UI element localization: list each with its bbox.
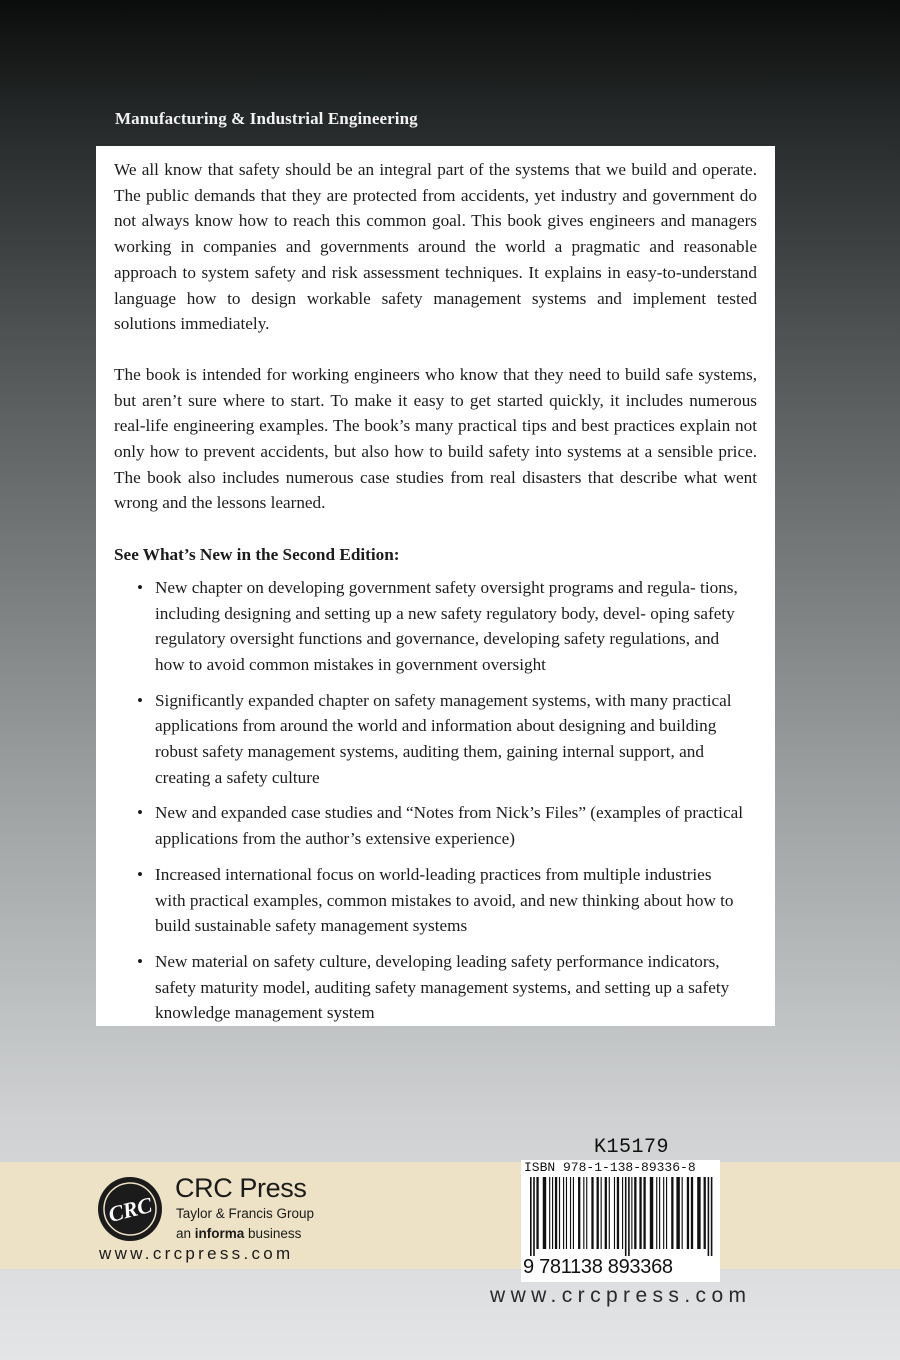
bullet-icon: • [137,803,144,823]
barcode-bar [634,1177,636,1249]
barcode-bar [659,1177,660,1249]
isbn-text: ISBN 978-1-138-89336-8 [524,1160,696,1175]
barcode-bar [650,1177,653,1249]
publisher-group: Taylor & Francis Group [176,1206,315,1221]
barcode-bar [591,1177,593,1249]
bullet-icon: • [137,690,144,710]
feature-item [114,800,757,851]
barcode-bar [555,1177,557,1249]
barcode-bar [605,1177,607,1249]
barcode-bar [583,1177,584,1249]
bullet-icon: • [137,864,144,884]
barcode-bar [614,1177,615,1249]
barcode-bar [628,1177,630,1256]
barcode-bar [676,1177,679,1249]
description-panel [96,146,775,1026]
barcode-bar [625,1177,627,1256]
barcode-bar [708,1177,710,1256]
crc-logo-icon [96,1175,164,1243]
barcode-bar [666,1177,667,1249]
barcode-bar [601,1177,602,1249]
whats-new-heading: See What’s New in the Second Edition: [114,545,400,565]
barcode-bar [691,1177,693,1249]
barcode-bar [671,1177,673,1249]
barcode-bar [656,1177,657,1249]
barcode-digits: 9 781138 893368 [523,1256,673,1278]
publisher-name: CRC Press [175,1173,307,1203]
description-paragraph-1: We all know that safety should be an integral part of the systems that we build and operate. The public demands that they are protected from accidents, yet industry and government do not always know how to reach this common goal. This book gives engineers and managers working in companies and governments around the world a pragmatic and reasonable approach to system safety and risk assessment techniques. It explains in easy-to-understand language how to design workable safety management systems and implement tested solutions immediately. [114,160,757,334]
barcode-bar [631,1177,632,1249]
feature-text: New and expanded case studies and “Notes from Nick’s Files” (examples of practical applications from the author’s extensive experience) [155,803,743,849]
description-paragraph-2: The book is intended for working engineers who know that they need to build safe systems, but aren’t sure where to start. To make it easy to get started quickly, it includes numerous real-life engineering examples. The book’s many practical tips and best practices explain not only how to prevent accidents, but also how to build safety into systems at a sensible price. The book also includes numerous case studies from real disasters that describe what went wrong and the lessons learned. [114,364,757,513]
barcode-bar [578,1177,580,1249]
barcode-block [521,1160,720,1282]
subject-category: Manufacturing & Industrial Engineering [115,109,418,128]
barcode-bar [704,1177,706,1249]
feature-text: New material on safety culture, developing leading safety performance indicators, safety maturity model, auditing safety management systems, and setting up a safety knowledge management system [155,951,730,1023]
barcode-bar [566,1177,567,1249]
feature-text: Significantly expanded chapter on safety management systems, with many practical applications from around the world and information about designing and building robust safety management systems, auditing them, gaining internal support, and creating a safety culture [155,690,732,787]
barcode-bar [687,1177,689,1249]
barcode-bar [533,1177,535,1256]
barcode-bar [530,1177,532,1256]
barcode-bars [526,1177,716,1256]
footer-website[interactable]: www.crcpress.com [490,1284,752,1307]
barcode-bar [543,1177,546,1249]
feature-item [114,949,757,1026]
barcode-bar [570,1177,571,1249]
barcode-bar [552,1177,553,1249]
publisher-business: an informa business [176,1226,302,1241]
barcode-bar [663,1177,664,1249]
barcode-bar [536,1177,538,1249]
product-code: K15179 [594,1136,670,1159]
feature-item [114,862,757,939]
feature-text: New chapter on developing government safety oversight programs and regula- tions, including designing and setting up a new safety regulatory body, devel- oping safety regulatory oversight functions and governance, developing safety regulations, and how to avoid common mistakes in government oversight [155,577,738,674]
barcode-bar [711,1177,713,1256]
crc-logo-text: CRC [105,1192,155,1227]
feature-text: Increased international focus on world-leading practices from multiple industries with practical examples, common mistakes to avoid, and new thinking about how to build sustainable safety management systems [155,864,734,936]
barcode-bar [549,1177,550,1249]
barcode-bar [617,1177,619,1249]
barcode-bar [597,1177,599,1249]
barcode-bar [622,1177,623,1249]
barcode-bar [639,1177,641,1249]
feature-item [114,688,757,791]
feature-list [114,575,757,1026]
publisher-website[interactable]: www.crcpress.com [99,1244,294,1263]
feature-item [114,575,757,678]
barcode-bar [573,1177,574,1249]
barcode-bar [682,1177,683,1249]
barcode-bar [559,1177,560,1249]
barcode-bar [563,1177,564,1249]
bullet-icon: • [137,951,144,971]
barcode-bar [586,1177,587,1249]
bullet-icon: • [137,577,144,597]
barcode-bar [697,1177,700,1249]
barcode-bar [609,1177,610,1249]
barcode-bar [643,1177,645,1249]
